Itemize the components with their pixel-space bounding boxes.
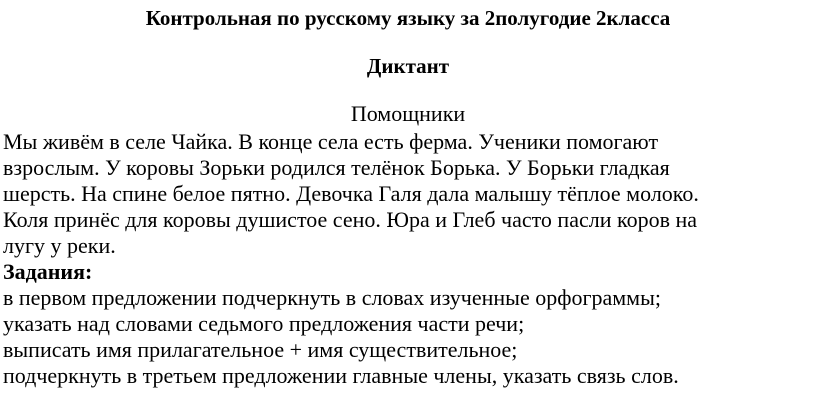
- story-line: Мы живём в селе Чайка. В конце села есть ферма. Ученики помогают: [3, 129, 659, 154]
- task-item: подчеркнуть в третьем предложении главные члены, указать связь слов.: [3, 363, 679, 388]
- document-subtitle: Диктант: [366, 54, 450, 78]
- story-line: взрослым. У коровы Зорьки родился телёнок Борька. У Борьки гладкая: [3, 155, 670, 180]
- document-body: [3, 129, 813, 389]
- story-line: лугу у реки.: [3, 233, 116, 258]
- tasks-heading: Задания:: [3, 259, 93, 284]
- task-item: выписать имя прилагательное + имя существительное;: [3, 337, 518, 362]
- task-item: в первом предложении подчеркнуть в словах изученные орфограммы;: [3, 285, 662, 310]
- document-title: Контрольная по русскому языку за 2полугодие 2класса: [145, 6, 671, 30]
- story-title: Помощники: [350, 101, 466, 126]
- task-item: указать над словами седьмого предложения части речи;: [3, 311, 525, 336]
- story-line: Коля принёс для коровы душистое сено. Юра и Глеб часто пасли коров на: [3, 207, 697, 232]
- story-line: шерсть. На спине белое пятно. Девочка Галя дала малышу тёплое молоко.: [3, 181, 699, 206]
